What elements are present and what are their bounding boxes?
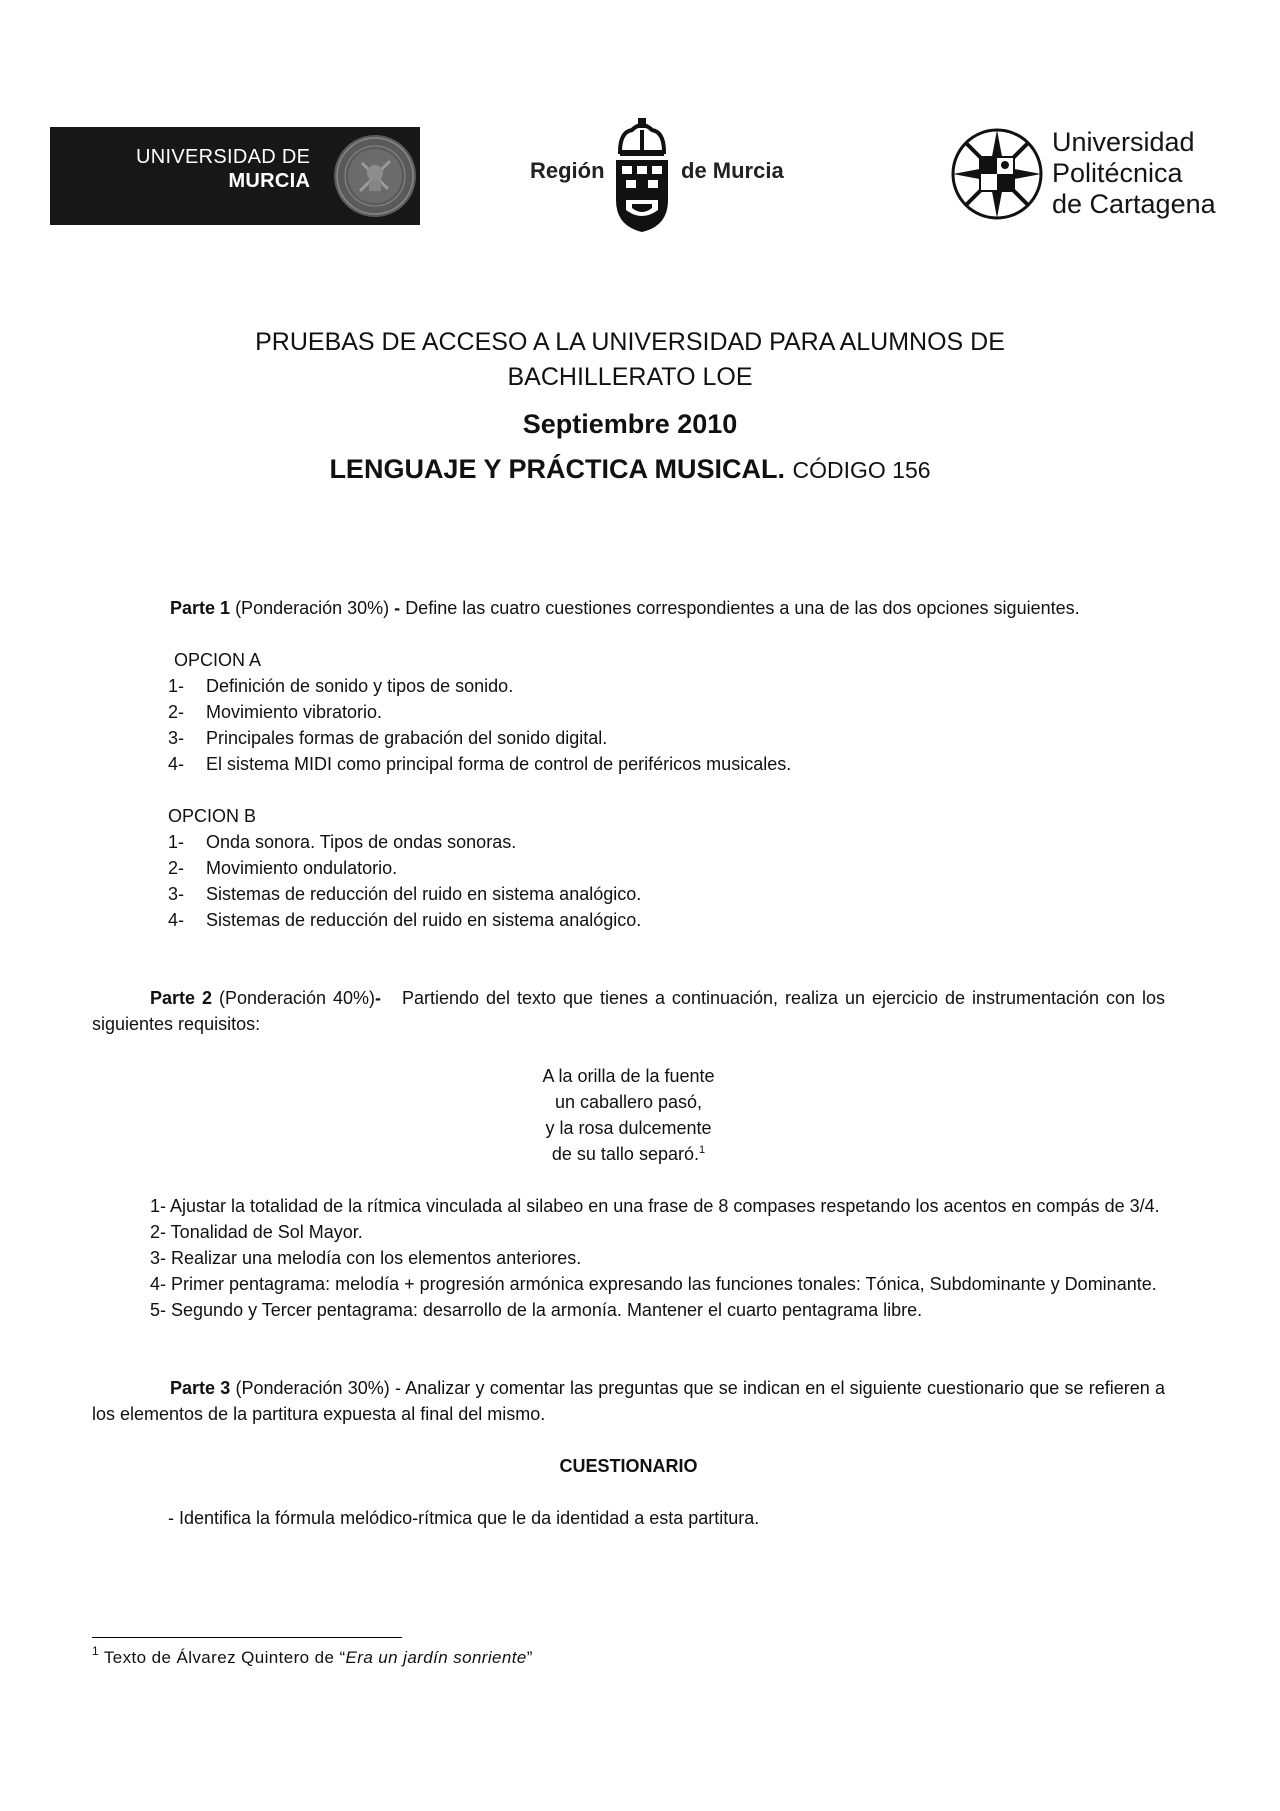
exam-title: [90, 325, 1170, 395]
part1-intro: [92, 595, 1165, 621]
subject-code: CÓDIGO 156: [792, 457, 931, 483]
exam-title-line1: PRUEBAS DE ACCESO A LA UNIVERSIDAD PARA ALUMNOS DE: [255, 328, 1005, 356]
footnote-suffix: ”: [526, 1648, 533, 1667]
part2-dash: -: [375, 988, 382, 1008]
upct-logo-line1: Universidad: [1052, 127, 1195, 157]
exam-session: Septiembre 2010: [522, 409, 738, 439]
poem: [92, 1063, 1165, 1167]
part2-intro: [92, 985, 1165, 1037]
footnote-prefix: Texto de Álvarez Quintero de “: [103, 1648, 346, 1667]
part3-weight: (Ponderación 30%): [235, 1378, 390, 1398]
questionnaire-item: - Identifica la fórmula melódico-rítmica que le da identidad a esta partitura.: [168, 1508, 760, 1528]
exam-header: [90, 325, 1170, 485]
part1-text: Define las cuatro cuestiones correspondientes a una de las dos opciones siguientes.: [405, 598, 1080, 618]
list-item: 4- El sistema MIDI como principal forma de control de periféricos musicales.: [168, 754, 792, 774]
region-logo-right-text: de Murcia: [681, 158, 784, 183]
upct-logo-line2: Politécnica: [1052, 158, 1183, 188]
part3-text: Analizar y comentar las preguntas que se indican en el siguiente cuestionario que se refieren a los elementos de la partitura expuesta al final del mismo.: [92, 1378, 1165, 1424]
um-logo-line1: UNIVERSIDAD DE: [136, 146, 311, 168]
region-murcia-crest-icon: [612, 118, 672, 233]
poem-line: A la orilla de la fuente: [542, 1066, 715, 1086]
list-item: 1- Onda sonora. Tipos de ondas sonoras.: [168, 832, 517, 852]
requirement-item: 5- Segundo y Tercer pentagrama: desarrollo de la armonía. Mantener el cuarto pentagrama libre.: [150, 1300, 923, 1320]
part2-requirements: [92, 1193, 1165, 1323]
requirement-item: 1- Ajustar la totalidad de la rítmica vinculada al silabeo en una frase de 8 compases respetando los acentos en compás de 3/4.: [150, 1196, 1160, 1216]
part1-dash: -: [394, 598, 401, 618]
footnote: [92, 1644, 533, 1668]
footnote-mark: 1: [92, 1644, 100, 1658]
questionnaire-title: CUESTIONARIO: [559, 1456, 698, 1476]
part1-label: Parte 1: [170, 598, 231, 618]
upct-logo-text: [1052, 127, 1216, 220]
part3-label: Parte 3: [170, 1378, 231, 1398]
region-logo-left-text: Región: [530, 158, 605, 183]
um-logo-text: [136, 145, 310, 193]
option-b-list: [92, 829, 1165, 933]
list-item: 3- Sistemas de reducción del ruido en sistema analógico.: [168, 884, 642, 904]
upct-compass-emblem-icon: [950, 127, 1044, 221]
list-item: 2- Movimiento vibratorio.: [168, 702, 383, 722]
part2-text: Partiendo del texto que tienes a continuación, realiza un ejercicio de instrumentación con los siguientes requisitos:: [92, 988, 1165, 1034]
part3-dash: -: [395, 1378, 402, 1398]
poem-line: y la rosa dulcemente: [545, 1118, 712, 1138]
upct-logo: [950, 125, 1240, 225]
part3-intro: [92, 1375, 1165, 1427]
upct-logo-line3: de Cartagena: [1052, 189, 1216, 219]
footnote-divider: [92, 1637, 402, 1638]
part2-weight: (Ponderación 40%): [218, 988, 376, 1008]
list-item: 4- Sistemas de reducción del ruido en sistema analógico.: [168, 910, 642, 930]
subject-name: LENGUAJE Y PRÁCTICA MUSICAL.: [329, 454, 785, 484]
option-a-title: OPCION A: [174, 650, 262, 670]
requirement-item: 3- Realizar una melodía con los elementos anteriores.: [150, 1248, 582, 1268]
option-a-list: [92, 673, 1165, 777]
option-b-title: OPCION B: [168, 806, 257, 826]
um-seal-icon: [332, 133, 418, 219]
region-de-murcia-logo: [520, 118, 800, 233]
universidad-de-murcia-logo: [50, 127, 420, 225]
part2-label: Parte 2: [150, 988, 213, 1008]
poem-line: un caballero pasó,: [554, 1092, 703, 1112]
requirement-item: 4- Primer pentagrama: melodía + progresión armónica expresando las funciones tonales: Tónica, Subdominante y Dominante.: [150, 1274, 1157, 1294]
requirement-item: 2- Tonalidad de Sol Mayor.: [150, 1222, 363, 1242]
exam-title-line2: BACHILLERATO LOE: [507, 363, 753, 391]
exam-subject: [90, 454, 1170, 485]
list-item: 2- Movimiento ondulatorio.: [168, 858, 398, 878]
footnote-reference: 1: [698, 1144, 706, 1156]
part1-weight: (Ponderación 30%): [235, 598, 390, 618]
poem-line-last: de su tallo separó.$^1$: [551, 1144, 706, 1164]
footnote-work-title: Era un jardín sonriente: [345, 1648, 527, 1667]
list-item: 1- Definición de sonido y tipos de sonido.: [168, 676, 514, 696]
list-item: 3- Principales formas de grabación del sonido digital.: [168, 728, 608, 748]
exam-body: [92, 595, 1165, 1531]
um-logo-line2: MURCIA: [228, 170, 311, 192]
